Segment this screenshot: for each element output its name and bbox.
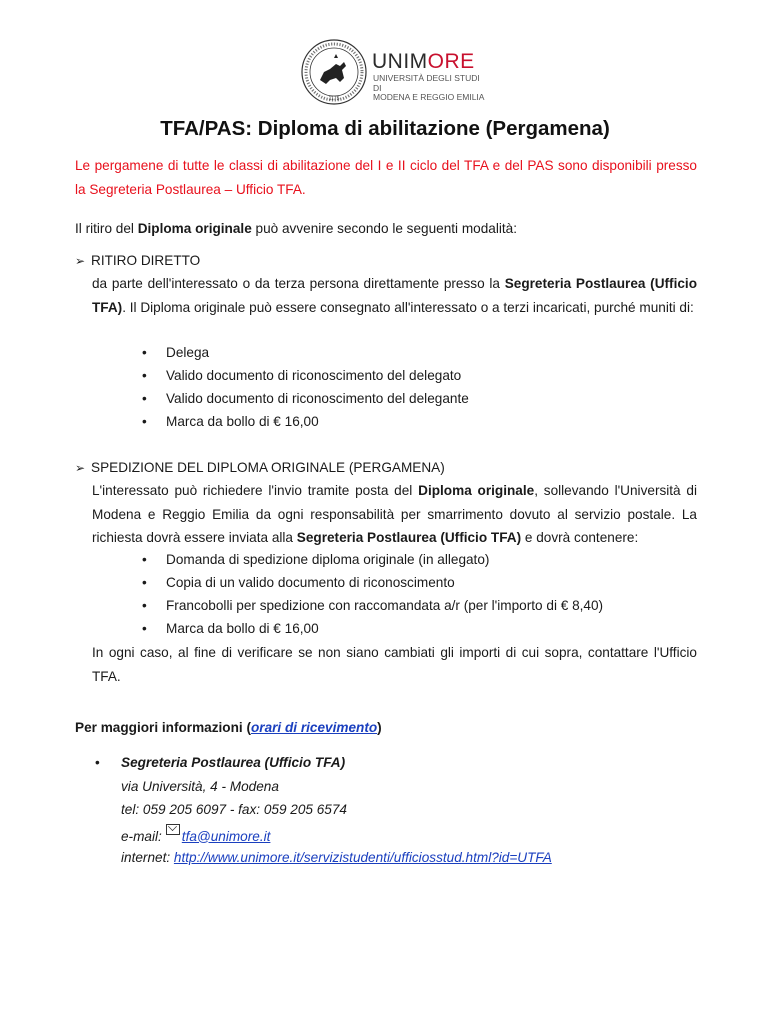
email-link[interactable]: tfa@unimore.it [181,828,271,844]
list-item: • Delega [140,341,469,364]
section-spedizione-text: L'interessato può richiedere l'invio tramite posta del Diploma originale, sollevando l'Università di Modena e Reggio Emilia da ogni responsabilità per smarrimento dovuto al servizio postale. La richiesta dovrà essere inviata alla Segreteria Postlaurea (Ufficio TFA) e dovrà contenere: [92,483,697,545]
internet-label: internet: [121,850,171,865]
contact-address: via Università, 4 - Modena [121,778,279,794]
spedizione-footer-note: In ogni caso, al fine di verificare se non siano cambiati gli importi di cui sopra, contattare l'Ufficio TFA. [92,645,697,684]
bullet-icon: • [95,755,100,770]
list-item: • Francobolli per spedizione con raccomandata a/r (per l'importo di € 8,40) [140,594,603,617]
arrow-bullet-icon: ➢ [75,254,86,268]
arrow-bullet-icon: ➢ [75,461,86,475]
ritiro-requirements-list [140,341,469,433]
list-item: • Copia di un valido documento di riconoscimento [140,571,603,594]
contact-name: Segreteria Postlaurea (Ufficio TFA) [121,755,346,770]
more-info-heading: Per maggiori informazioni (orari di ricevimento) [75,720,382,735]
page-title: TFA/PAS: Diploma di abilitazione (Pergamena) [160,117,610,140]
seal-year: 1175 [328,96,340,102]
spedizione-requirements-list [140,548,603,640]
unimore-logo [300,38,490,108]
contact-phone: tel: 059 205 6097 - fax: 059 205 6574 [121,802,347,817]
section-ritiro-diretto-heading: ➢ RITIRO DIRETTO [75,249,200,274]
envelope-icon [166,824,180,835]
office-hours-link[interactable]: orari di ricevimento [250,720,378,735]
intro-notice: Le pergamene di tutte le classi di abilitazione del I e II ciclo del TFA e del PAS sono disponibili presso la Segreteria Postlaurea – Ufficio TFA. [75,158,697,197]
section-spedizione-heading: ➢ SPEDIZIONE DEL DIPLOMA ORIGINALE (PERGAMENA) [75,456,445,481]
list-item: • Marca da bollo di € 16,00 [140,617,603,640]
brand-name: UNIMORE [372,50,475,73]
website-link[interactable]: http://www.unimore.it/servizistudenti/ufficiosstud.html?id=UTFA [173,850,552,865]
list-item: • Valido documento di riconoscimento del delegante [140,387,469,410]
list-item: • Valido documento di riconoscimento del delegato [140,364,469,387]
brand-subtitle: UNIVERSITÀ DEGLI STUDI DI MODENA E REGGIO EMILIA [373,73,485,102]
list-item: • Marca da bollo di € 16,00 [140,410,469,433]
section-ritiro-diretto-text: da parte dell'interessato o da terza persona direttamente presso la Segreteria Postlaurea (Ufficio TFA). Il Diploma originale può essere consegnato all'interessato o a terzi incaricati, purché muniti di: [92,276,697,315]
ritiro-paragraph: Il ritiro del Diploma originale può avvenire secondo le seguenti modalità: [75,221,518,236]
university-seal-icon [300,38,368,106]
list-item: • Domanda di spedizione diploma originale (in allegato) [140,548,603,571]
email-label: e-mail: [121,828,162,844]
